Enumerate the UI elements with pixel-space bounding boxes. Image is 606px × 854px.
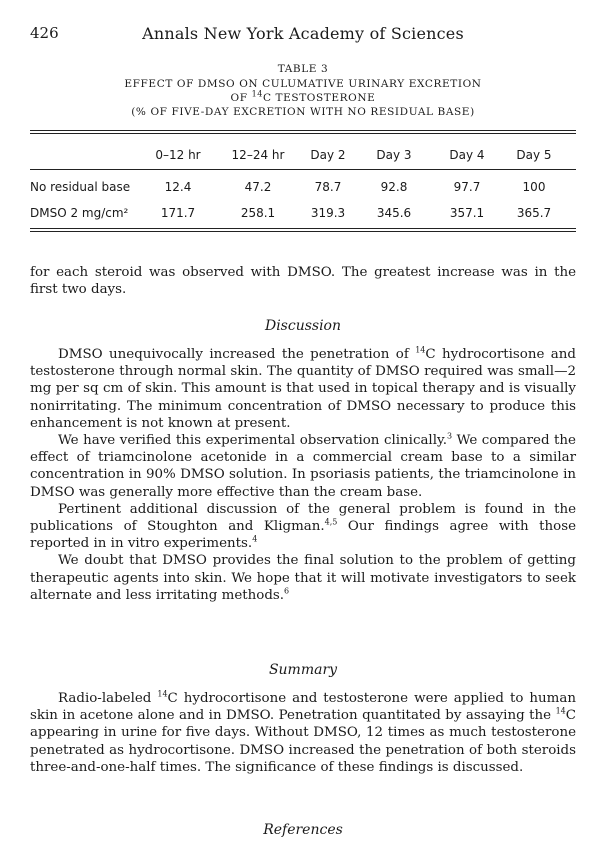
col-header: 12–24 hr [231, 148, 285, 162]
table-bottom-rule-2 [30, 231, 576, 232]
table-header-rule [30, 169, 576, 170]
table-top-rule-2 [30, 133, 576, 134]
journal-title: Annals New York Academy of Sciences [142, 24, 464, 43]
running-header [30, 24, 576, 46]
table-header-row [30, 148, 576, 164]
discussion-paragraph-4: We doubt that DMSO provides the final solution to the problem of getting therapeutic agents into skin. We hope that it will motivate investigators to seek alternate and less irritating methods.$^6$ [30, 553, 576, 603]
table-cell: 78.7 [314, 180, 342, 194]
table-caption-line2: OF $^{14}$C TESTOSTERONE [230, 89, 376, 104]
table-cell: 345.6 [376, 206, 412, 220]
table-top-rule [30, 130, 576, 131]
discussion-paragraph-3: Pertinent additional discussion of the general problem is found in the publications of Stoughton and Kligman.$^{4,5}$ Our findings agree with those reported in in vitro experiments.$^4$ [30, 501, 577, 552]
table-cell: 171.7 [160, 206, 196, 220]
summary-paragraph: Radio-labeled $^{14}$C hydrocortisone and testosterone were applied to human skin in acetone alone and in DMSO. Penetration quantitated by assaying the $^{14}$C appearing in urine for five days. Without DMSO, 12 times as much testosterone penetrated as hydrocortisone. DMSO increased the penetration of both steroids three-and-one-half times. The significance of these findings is discussed. [30, 689, 576, 775]
summary-heading: Summary [268, 662, 338, 678]
table-cell: 12.4 [164, 180, 192, 194]
discussion-heading: Discussion [264, 318, 342, 334]
table-cell: 258.1 [240, 206, 276, 220]
intro-paragraph: for each steroid was observed with DMSO. The greatest increase was in the first two days. [30, 265, 576, 298]
table-number: TABLE 3 [277, 63, 329, 75]
table-cell: 100 [522, 180, 546, 194]
summary-body [30, 690, 576, 776]
col-header: 0–12 hr [155, 148, 201, 162]
col-header: Day 4 [449, 148, 485, 162]
table-caption-line3: (% OF FIVE-DAY EXCRETION WITH NO RESIDUAL BASE) [131, 106, 475, 118]
discussion-paragraph-2: We have verified this experimental observation clinically.$^3$ We compared the effect of triamcinolone acetonide in a commercial cream base to a similar concentration in 90% DMSO solution. In psoriasis patients, the triamcinolone in DMSO was generally more effective than the cream base. [30, 431, 576, 500]
col-header: Day 5 [516, 148, 552, 162]
references-heading: References [263, 822, 343, 838]
table-cell: 92.8 [380, 180, 408, 194]
table-cell: 365.7 [516, 206, 552, 220]
table-cell: 97.7 [453, 180, 481, 194]
table-cell: 319.3 [310, 206, 346, 220]
table-cell: 47.2 [244, 180, 272, 194]
table-bottom-rule [30, 228, 576, 229]
page-number: 426 [30, 24, 59, 42]
table-caption-line1: EFFECT OF DMSO ON CULUMATIVE URINARY EXCRETION [124, 78, 482, 90]
table-row [30, 180, 576, 196]
row-label: DMSO 2 mg/cm² [30, 206, 129, 220]
col-header: Day 3 [376, 148, 412, 162]
row-label: No residual base [30, 180, 131, 194]
col-header: Day 2 [310, 148, 346, 162]
table-cell: 357.1 [449, 206, 485, 220]
discussion-paragraph-1: DMSO unequivocally increased the penetration of $^{14}$C hydrocortisone and testosterone through normal skin. The quantity of DMSO required was small—2 mg per sq cm of skin. This amount is that used in topical therapy and is visually nonirritating. The minimum concentration of DMSO necessary to produce this enhancement is not known at present. [30, 345, 576, 431]
discussion-body [30, 346, 576, 604]
table-row [30, 206, 576, 222]
